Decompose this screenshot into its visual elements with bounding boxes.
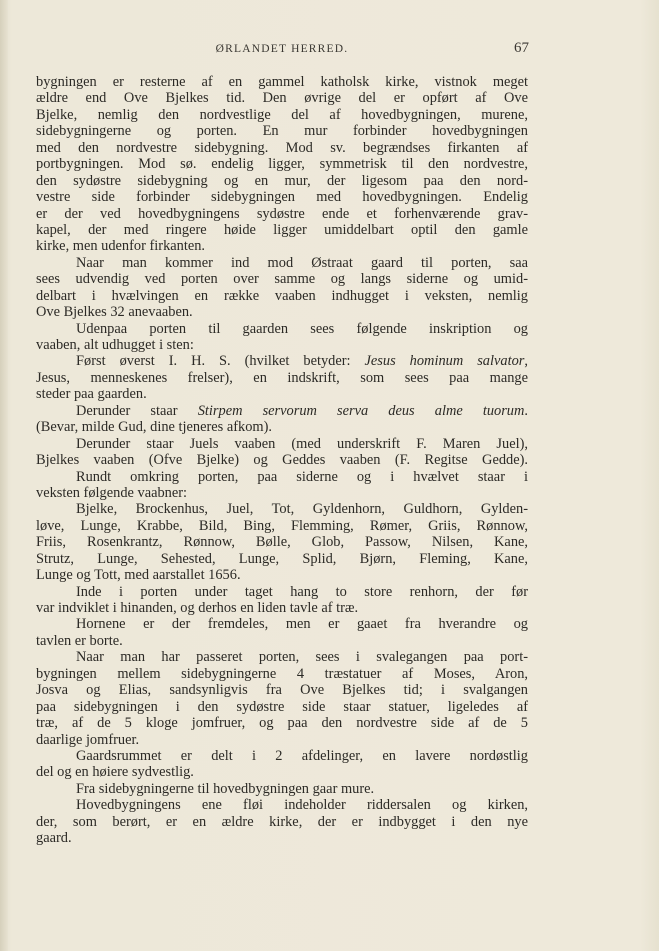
body-text [36,74,528,847]
text-line: Derunder staar Stirpem servorum serva deus alme tuorum. [76,402,528,419]
text-line: Bjelke, Brockenhus, Juel, Tot, Gyldenhorn, Guldhorn, Gylden- [76,501,528,518]
text-line: bygningen mellem sidebygningerne 4 træstatuer af Moses, Aron, [36,665,528,682]
text-line: delbart i hvælvingen en række vaaben indhugget i veksten, nemlig [36,287,528,304]
text-line: Derunder staar Juels vaaben (med underskrift F. Maren Juel), [76,435,528,452]
text-line: tavlen er borte. [36,632,123,649]
text-line: Inde i porten under taget hang to store renhorn, der før [76,583,528,600]
text-line: Friis, Rosenkrantz, Rønnow, Bølle, Glob, Passow, Nilsen, Kane, [36,534,528,551]
text-line: Strutz, Lunge, Sehested, Lunge, Splid, Bjørn, Fleming, Kane, [36,550,528,567]
text-line: Ove Bjelkes 32 anevaaben. [36,304,193,321]
text-line: den sydøstre sidebygning og en mur, der ligesom paa den nord- [36,172,528,189]
text-line: steder paa gaarden. [36,386,147,403]
text-line: Bjelkes vaaben (Ofve Bjelke) og Geddes vaaben (F. Regitse Gedde). [36,452,528,469]
text-line: Josva og Elias, sandsynligvis fra Ove Bjelkes tid; i svalgangen [36,682,528,699]
text-line: Bjelke, nemlig den nordvestlige del af hovedbygningen, murene, [36,106,528,123]
text-line: daarlige jomfruer. [36,731,140,748]
text-line: Fra sidebygningerne til hovedbygningen gaar mure. [76,780,375,797]
text-line: kirke, men udenfor firkanten. [36,238,206,255]
text-line: vaaben, alt udhugget i sten: [36,337,194,353]
page-number: 67 [514,40,529,56]
text-line: træ, af de 5 kloge jomfruer, og paa den nordvestre side af de 5 [36,715,528,732]
text-line: (Bevar, milde Gud, dine tjeneres afkom). [36,419,272,436]
text-line: var indviklet i hinanden, og derhos en liden tavle af træ. [36,600,359,616]
text-line: Lunge og Tott, med aarstallet 1656. [36,567,241,584]
text-line: Naar man har passeret porten, sees i svalegangen paa port- [76,649,528,666]
text-line: løve, Lunge, Krabbe, Bild, Bing, Flemming, Rømer, Griis, Rønnow, [36,517,528,534]
text-line: Gaardsrummet er delt i 2 afdelinger, en lavere nordøstlig [76,747,528,764]
text-line: med den nordvestre sidebygning. Mod sv. begrændses firkanten af [36,139,528,156]
running-title: ØRLANDET HERRED. [215,43,349,55]
text-line: Hovedbygningens ene fløi indeholder riddersalen og kirken, [76,797,528,814]
text-line: sidebygningerne og porten. En mur forbinder hovedbygningen [36,123,528,140]
text-line: veksten følgende vaabner: [36,484,188,501]
page-spine-shadow [0,0,8,951]
text-line: kapel, der med ringere høide ligger umiddelbart optil den gamle [36,221,528,238]
text-line: Hornene er der fremdeles, men er gaaet fra hverandre og [76,616,528,633]
text-line: Naar man kommer ind mod Østraat gaard til porten, saa [76,254,528,271]
page-header [36,40,528,58]
text-line: Jesus, menneskenes frelser), en indskrift, som sees paa mange [36,369,528,386]
text-line: er der ved hovedbygningens sydøstre ende et forhenværende grav- [36,205,528,222]
text-line: der, som berørt, er en ældre kirke, der er indbygget i den nye [36,813,528,830]
text-line: paa sidebygningen i den sydøstre side staar statuer, ligeledes af [36,698,528,715]
text-line: sees udvendig ved porten over samme og langs siderne og umid- [36,271,528,288]
text-line: vestre side forbinder sidebygningen med hovedbygningen. Endelig [36,189,528,206]
text-line: gaard. [36,830,72,847]
text-line: ældre end Ove Bjelkes tid. Den øvrige del er opført af Ove [36,90,528,107]
text-line: Udenpaa porten til gaarden sees følgende inskription og [76,320,528,337]
text-line: Rundt omkring porten, paa siderne og i hvælvet staar i [76,468,528,485]
text-line: bygningen er resterne af en gammel katholsk kirke, vistnok meget [36,74,528,90]
text-line: portbygningen. Mod sø. endelig ligger, symmetrisk til den nordvestre, [36,156,528,173]
text-line: Først øverst I. H. S. (hvilket betyder: Jesus hominum salvator, [76,353,528,370]
text-line: del og en høiere sydvestlig. [36,764,194,781]
